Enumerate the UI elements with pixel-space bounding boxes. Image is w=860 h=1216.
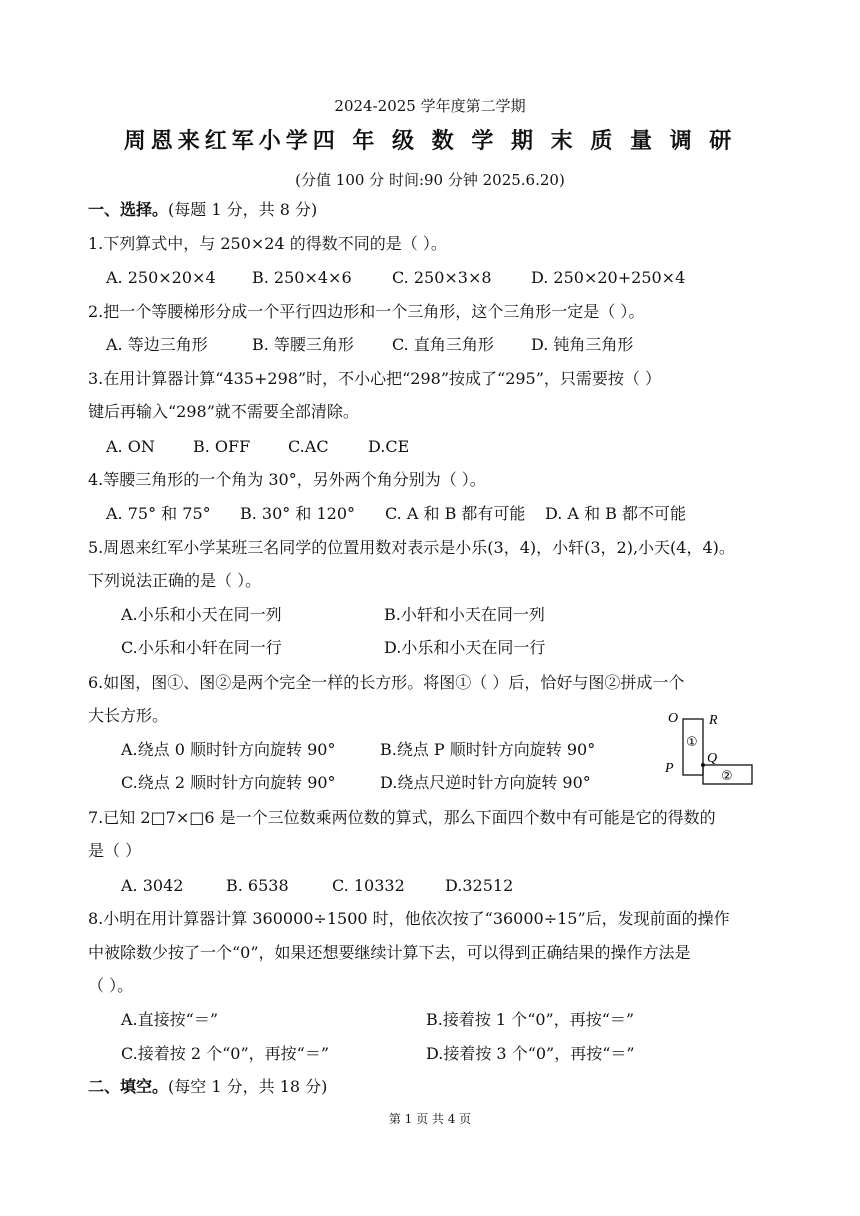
q5-option-a: A.小乐和小天在同一列 <box>121 605 282 624</box>
q3-stem-line2: 键后再输入“298”就不需要全部清除。 <box>88 402 359 421</box>
q6-stem-line1: 6.如图，图①、图②是两个完全一样的长方形。将图①（ ）后，恰好与图②拼成一个 <box>88 673 685 692</box>
q2-option-b: B. 等腰三角形 <box>252 335 354 354</box>
q3-stem-line1: 3.在用计算器计算“435+298”时，不小心把“298”按成了“295”，只需要按（ ） <box>88 369 661 388</box>
school-year: 2024-2025 学年度第二学期 <box>334 97 526 115</box>
section-2-heading <box>88 1077 327 1097</box>
section-1-title: 一、选择。 <box>88 200 169 219</box>
q7-option-c: C. 10332 <box>332 876 405 895</box>
q6-option-c: C.绕点 2 顺时针方向旋转 90° <box>121 773 336 792</box>
q7-option-b: B. 6538 <box>226 876 289 895</box>
q3-option-c: C.AC <box>288 437 329 456</box>
point-p-label: P <box>665 761 674 776</box>
q4-option-c: C. A 和 B 都有可能 <box>385 504 526 523</box>
point-r-label: R <box>709 713 718 728</box>
rectangle-2-label: ② <box>721 769 733 784</box>
section-2-note: (每空 1 分，共 18 分) <box>168 1077 328 1096</box>
q5-option-b: B.小轩和小天在同一列 <box>384 605 545 624</box>
q7-option-a: A. 3042 <box>121 876 184 895</box>
q2-option-d: D. 钝角三角形 <box>531 335 634 354</box>
q4-option-d: D. A 和 B 都不可能 <box>545 504 687 523</box>
q6-option-b: B.绕点 P 顺时针方向旋转 90° <box>380 740 596 759</box>
section-1-heading <box>88 200 317 220</box>
section-2-title: 二、填空。 <box>88 1077 169 1096</box>
q5-option-c: C.小乐和小轩在同一行 <box>121 638 282 657</box>
section-1-note: (每题 1 分，共 8 分) <box>168 200 318 219</box>
q3-option-d: D.CE <box>368 437 410 456</box>
q2-option-a: A. 等边三角形 <box>106 335 208 354</box>
q8-option-b: B.接着按 1 个“0”，再按“＝” <box>426 1010 635 1029</box>
q8-stem-line1: 8.小明在用计算器计算 360000÷1500 时，他依次按了“36000÷15”后，发现前面的操作 <box>88 909 730 928</box>
q7-option-d: D.32512 <box>445 876 514 895</box>
q1-option-b: B. 250×4×6 <box>252 268 352 287</box>
q1-option-d: D. 250×20+250×4 <box>531 268 686 287</box>
q1-stem: 1.下列算式中，与 250×24 的得数不同的是（ ）。 <box>88 234 447 253</box>
point-q-dot <box>701 763 705 767</box>
q1-option-a: A. 250×20×4 <box>106 268 216 287</box>
q3-option-b: B. OFF <box>193 437 251 456</box>
rectangle-1-label: ① <box>686 735 698 750</box>
q5-stem-line2: 下列说法正确的是（ ）。 <box>88 571 262 590</box>
point-q-label: Q <box>707 751 718 766</box>
q7-stem-line1: 7.已知 2□7×□6 是一个三位数乘两位数的算式，那么下面四个数中有可能是它的得数的 <box>88 808 716 827</box>
q5-stem-line1: 5.周恩来红军小学某班三名同学的位置用数对表示是小乐(3，4)，小轩(3，2),小天(4，4)。 <box>88 538 735 557</box>
q8-option-d: D.接着按 3 个“0”，再按“＝” <box>426 1044 635 1063</box>
q1-option-c: C. 250×3×8 <box>392 268 492 287</box>
exam-title: 周恩来红军小学四 年 级 数 学 期 末 质 量 调 研 <box>123 128 737 154</box>
q4-option-b: B. 30° 和 120° <box>240 504 356 523</box>
q8-stem-line3: （ ）。 <box>88 976 134 995</box>
q8-stem-line2: 中被除数少按了一个“0”，如果还想要继续计算下去，可以得到正确结果的操作方法是 <box>88 943 691 962</box>
q8-option-a: A.直接按“＝” <box>121 1010 219 1029</box>
q2-stem: 2.把一个等腰梯形分成一个平行四边形和一个三角形，这个三角形一定是（ ）。 <box>88 302 645 321</box>
exam-meta: (分值 100 分 时间:90 分钟 2025.6.20) <box>295 171 565 189</box>
page-footer: 第 1 页 共 4 页 <box>388 1112 472 1126</box>
q6-option-a: A.绕点 0 顺时针方向旋转 90° <box>121 740 336 759</box>
q2-option-c: C. 直角三角形 <box>392 335 494 354</box>
point-o-label: O <box>668 711 679 726</box>
q6-rectangles-figure <box>660 706 790 796</box>
q6-option-d: D.绕点尺逆时针方向旋转 90° <box>380 773 591 792</box>
q5-option-d: D.小乐和小天在同一行 <box>384 638 546 657</box>
q7-stem-line2: 是（ ） <box>88 841 142 860</box>
q6-stem-line2: 大长方形。 <box>88 706 169 725</box>
q4-option-a: A. 75° 和 75° <box>106 504 211 523</box>
q8-option-c: C.接着按 2 个“0”，再按“＝” <box>121 1044 330 1063</box>
q3-option-a: A. ON <box>106 437 155 456</box>
q4-stem: 4.等腰三角形的一个角为 30°，另外两个角分别为（ ）。 <box>88 470 486 489</box>
